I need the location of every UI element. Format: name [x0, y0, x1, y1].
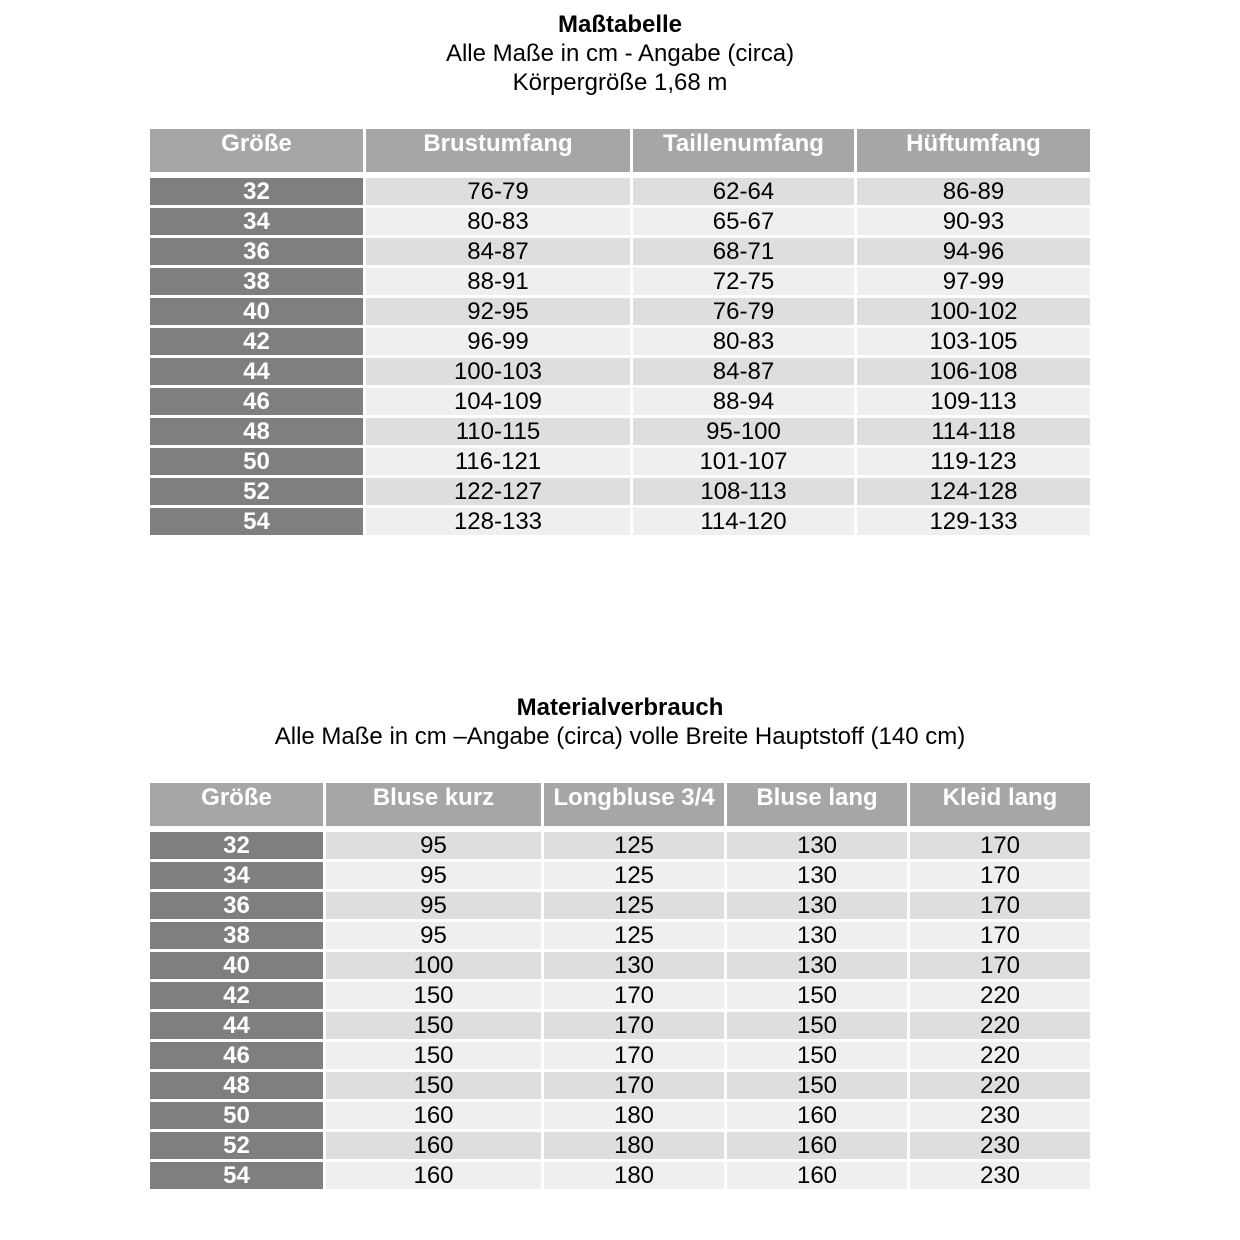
material-value-cell: 125: [544, 832, 724, 859]
measurement-value-cell: 96-99: [366, 328, 630, 355]
material-size-cell: 42: [150, 982, 323, 1009]
material-title: Materialverbrauch: [516, 694, 724, 721]
measurement-column-header: Größe: [150, 129, 363, 172]
material-value-cell: 170: [544, 1042, 724, 1069]
material-value-cell: 150: [727, 982, 907, 1009]
material-column-header: Größe: [150, 783, 323, 826]
material-value-cell: 150: [727, 1042, 907, 1069]
material-size-cell: 40: [150, 952, 323, 979]
measurement-size-cell: 32: [150, 178, 363, 205]
measurement-value-cell: 114-120: [633, 508, 854, 535]
measurement-subtitle: Alle Maße in cm - Angabe (circa): [445, 40, 795, 67]
material-value-cell: 150: [727, 1012, 907, 1039]
measurement-value-cell: 108-113: [633, 478, 854, 505]
measurement-table-row: [150, 328, 1090, 355]
measurement-value-cell: 84-87: [633, 358, 854, 385]
material-table-row: [150, 922, 1090, 949]
material-table-row: [150, 1072, 1090, 1099]
material-size-cell: 38: [150, 922, 323, 949]
material-value-cell: 150: [326, 1042, 541, 1069]
material-size-cell: 46: [150, 1042, 323, 1069]
measurement-size-cell: 50: [150, 448, 363, 475]
material-value-cell: 220: [910, 1072, 1090, 1099]
measurement-value-cell: 100-102: [857, 298, 1090, 325]
material-size-cell: 36: [150, 892, 323, 919]
measurement-value-cell: 62-64: [633, 178, 854, 205]
measurement-value-cell: 65-67: [633, 208, 854, 235]
measurement-value-cell: 92-95: [366, 298, 630, 325]
measurement-value-cell: 109-113: [857, 388, 1090, 415]
material-header-row: [150, 783, 1090, 826]
material-value-cell: 170: [544, 1012, 724, 1039]
material-table-row: [150, 1132, 1090, 1159]
measurement-value-cell: 76-79: [366, 178, 630, 205]
material-size-cell: 54: [150, 1162, 323, 1189]
material-size-cell: 34: [150, 862, 323, 889]
measurement-value-cell: 80-83: [633, 328, 854, 355]
measurement-table-row: [150, 508, 1090, 535]
measurement-size-cell: 34: [150, 208, 363, 235]
material-value-cell: 95: [326, 922, 541, 949]
measurement-size-cell: 40: [150, 298, 363, 325]
measurement-table-row: [150, 268, 1090, 295]
material-column-header: Bluse lang: [727, 783, 907, 826]
measurement-size-cell: 36: [150, 238, 363, 265]
measurement-size-cell: 48: [150, 418, 363, 445]
material-value-cell: 170: [910, 952, 1090, 979]
material-table-row: [150, 952, 1090, 979]
material-value-cell: 130: [727, 892, 907, 919]
material-value-cell: 130: [727, 922, 907, 949]
measurement-value-cell: 101-107: [633, 448, 854, 475]
material-value-cell: 95: [326, 862, 541, 889]
material-value-cell: 230: [910, 1132, 1090, 1159]
measurement-value-cell: 128-133: [366, 508, 630, 535]
material-value-cell: 220: [910, 982, 1090, 1009]
measurement-table-row: [150, 238, 1090, 265]
material-value-cell: 100: [326, 952, 541, 979]
measurement-value-cell: 90-93: [857, 208, 1090, 235]
measurement-value-cell: 80-83: [366, 208, 630, 235]
measurement-table-row: [150, 358, 1090, 385]
measurement-value-cell: 116-121: [366, 448, 630, 475]
material-size-cell: 32: [150, 832, 323, 859]
material-value-cell: 125: [544, 862, 724, 889]
material-table-row: [150, 1102, 1090, 1129]
measurement-value-cell: 88-91: [366, 268, 630, 295]
material-value-cell: 230: [910, 1102, 1090, 1129]
measurement-table-row: [150, 178, 1090, 205]
material-value-cell: 180: [544, 1162, 724, 1189]
material-value-cell: 180: [544, 1102, 724, 1129]
measurement-header-row: [150, 129, 1090, 172]
measurement-title: Maßtabelle: [557, 11, 683, 38]
material-value-cell: 95: [326, 832, 541, 859]
material-value-cell: 170: [910, 862, 1090, 889]
measurement-table-row: [150, 418, 1090, 445]
material-table-row: [150, 892, 1090, 919]
measurement-value-cell: 100-103: [366, 358, 630, 385]
measurement-table-row: [150, 448, 1090, 475]
measurement-size-cell: 52: [150, 478, 363, 505]
material-value-cell: 125: [544, 922, 724, 949]
material-heading: [0, 693, 1240, 751]
material-size-cell: 52: [150, 1132, 323, 1159]
material-value-cell: 160: [326, 1132, 541, 1159]
measurement-value-cell: 76-79: [633, 298, 854, 325]
measurement-value-cell: 104-109: [366, 388, 630, 415]
material-value-cell: 150: [326, 982, 541, 1009]
material-value-cell: 160: [727, 1162, 907, 1189]
material-value-cell: 150: [326, 1012, 541, 1039]
measurement-value-cell: 95-100: [633, 418, 854, 445]
measurement-table-row: [150, 478, 1090, 505]
measurement-value-cell: 103-105: [857, 328, 1090, 355]
material-value-cell: 160: [326, 1102, 541, 1129]
material-column-header: Bluse kurz: [326, 783, 541, 826]
material-value-cell: 170: [910, 922, 1090, 949]
measurement-value-cell: 94-96: [857, 238, 1090, 265]
material-value-cell: 150: [326, 1072, 541, 1099]
measurement-table: [147, 126, 1093, 538]
material-table: [147, 780, 1093, 1192]
material-value-cell: 170: [910, 892, 1090, 919]
measurement-size-cell: 44: [150, 358, 363, 385]
measurement-size-cell: 46: [150, 388, 363, 415]
material-size-cell: 48: [150, 1072, 323, 1099]
material-value-cell: 130: [727, 952, 907, 979]
measurement-table-row: [150, 298, 1090, 325]
measurement-note: Körpergröße 1,68 m: [512, 69, 728, 96]
material-value-cell: 160: [727, 1132, 907, 1159]
material-table-row: [150, 982, 1090, 1009]
material-value-cell: 160: [727, 1102, 907, 1129]
measurement-value-cell: 72-75: [633, 268, 854, 295]
material-table-row: [150, 1012, 1090, 1039]
material-table-row: [150, 1162, 1090, 1189]
measurement-size-cell: 42: [150, 328, 363, 355]
measurement-column-header: Hüftumfang: [857, 129, 1090, 172]
material-value-cell: 170: [544, 1072, 724, 1099]
material-value-cell: 170: [544, 982, 724, 1009]
material-value-cell: 170: [910, 832, 1090, 859]
material-column-header: Longbluse 3/4: [544, 783, 724, 826]
material-size-cell: 50: [150, 1102, 323, 1129]
measurement-value-cell: 119-123: [857, 448, 1090, 475]
material-value-cell: 220: [910, 1042, 1090, 1069]
material-column-header: Kleid lang: [910, 783, 1090, 826]
measurement-value-cell: 97-99: [857, 268, 1090, 295]
material-value-cell: 125: [544, 892, 724, 919]
material-size-cell: 44: [150, 1012, 323, 1039]
material-table-row: [150, 1042, 1090, 1069]
measurement-value-cell: 88-94: [633, 388, 854, 415]
material-value-cell: 220: [910, 1012, 1090, 1039]
measurement-value-cell: 124-128: [857, 478, 1090, 505]
measurement-value-cell: 129-133: [857, 508, 1090, 535]
measurement-heading: [0, 10, 1240, 97]
measurement-table-row: [150, 388, 1090, 415]
measurement-column-header: Taillenumfang: [633, 129, 854, 172]
material-value-cell: 130: [544, 952, 724, 979]
material-value-cell: 130: [727, 862, 907, 889]
material-value-cell: 130: [727, 832, 907, 859]
material-table-row: [150, 832, 1090, 859]
measurement-value-cell: 68-71: [633, 238, 854, 265]
material-table-row: [150, 862, 1090, 889]
material-value-cell: 150: [727, 1072, 907, 1099]
measurement-size-cell: 38: [150, 268, 363, 295]
measurement-table-row: [150, 208, 1090, 235]
material-value-cell: 160: [326, 1162, 541, 1189]
measurement-value-cell: 110-115: [366, 418, 630, 445]
material-value-cell: 180: [544, 1132, 724, 1159]
measurement-value-cell: 122-127: [366, 478, 630, 505]
measurement-value-cell: 106-108: [857, 358, 1090, 385]
material-value-cell: 95: [326, 892, 541, 919]
measurement-value-cell: 114-118: [857, 418, 1090, 445]
measurement-value-cell: 86-89: [857, 178, 1090, 205]
measurement-value-cell: 84-87: [366, 238, 630, 265]
measurement-column-header: Brustumfang: [366, 129, 630, 172]
material-subtitle: Alle Maße in cm –Angabe (circa) volle Breite Hauptstoff (140 cm): [274, 723, 966, 750]
material-value-cell: 230: [910, 1162, 1090, 1189]
measurement-size-cell: 54: [150, 508, 363, 535]
